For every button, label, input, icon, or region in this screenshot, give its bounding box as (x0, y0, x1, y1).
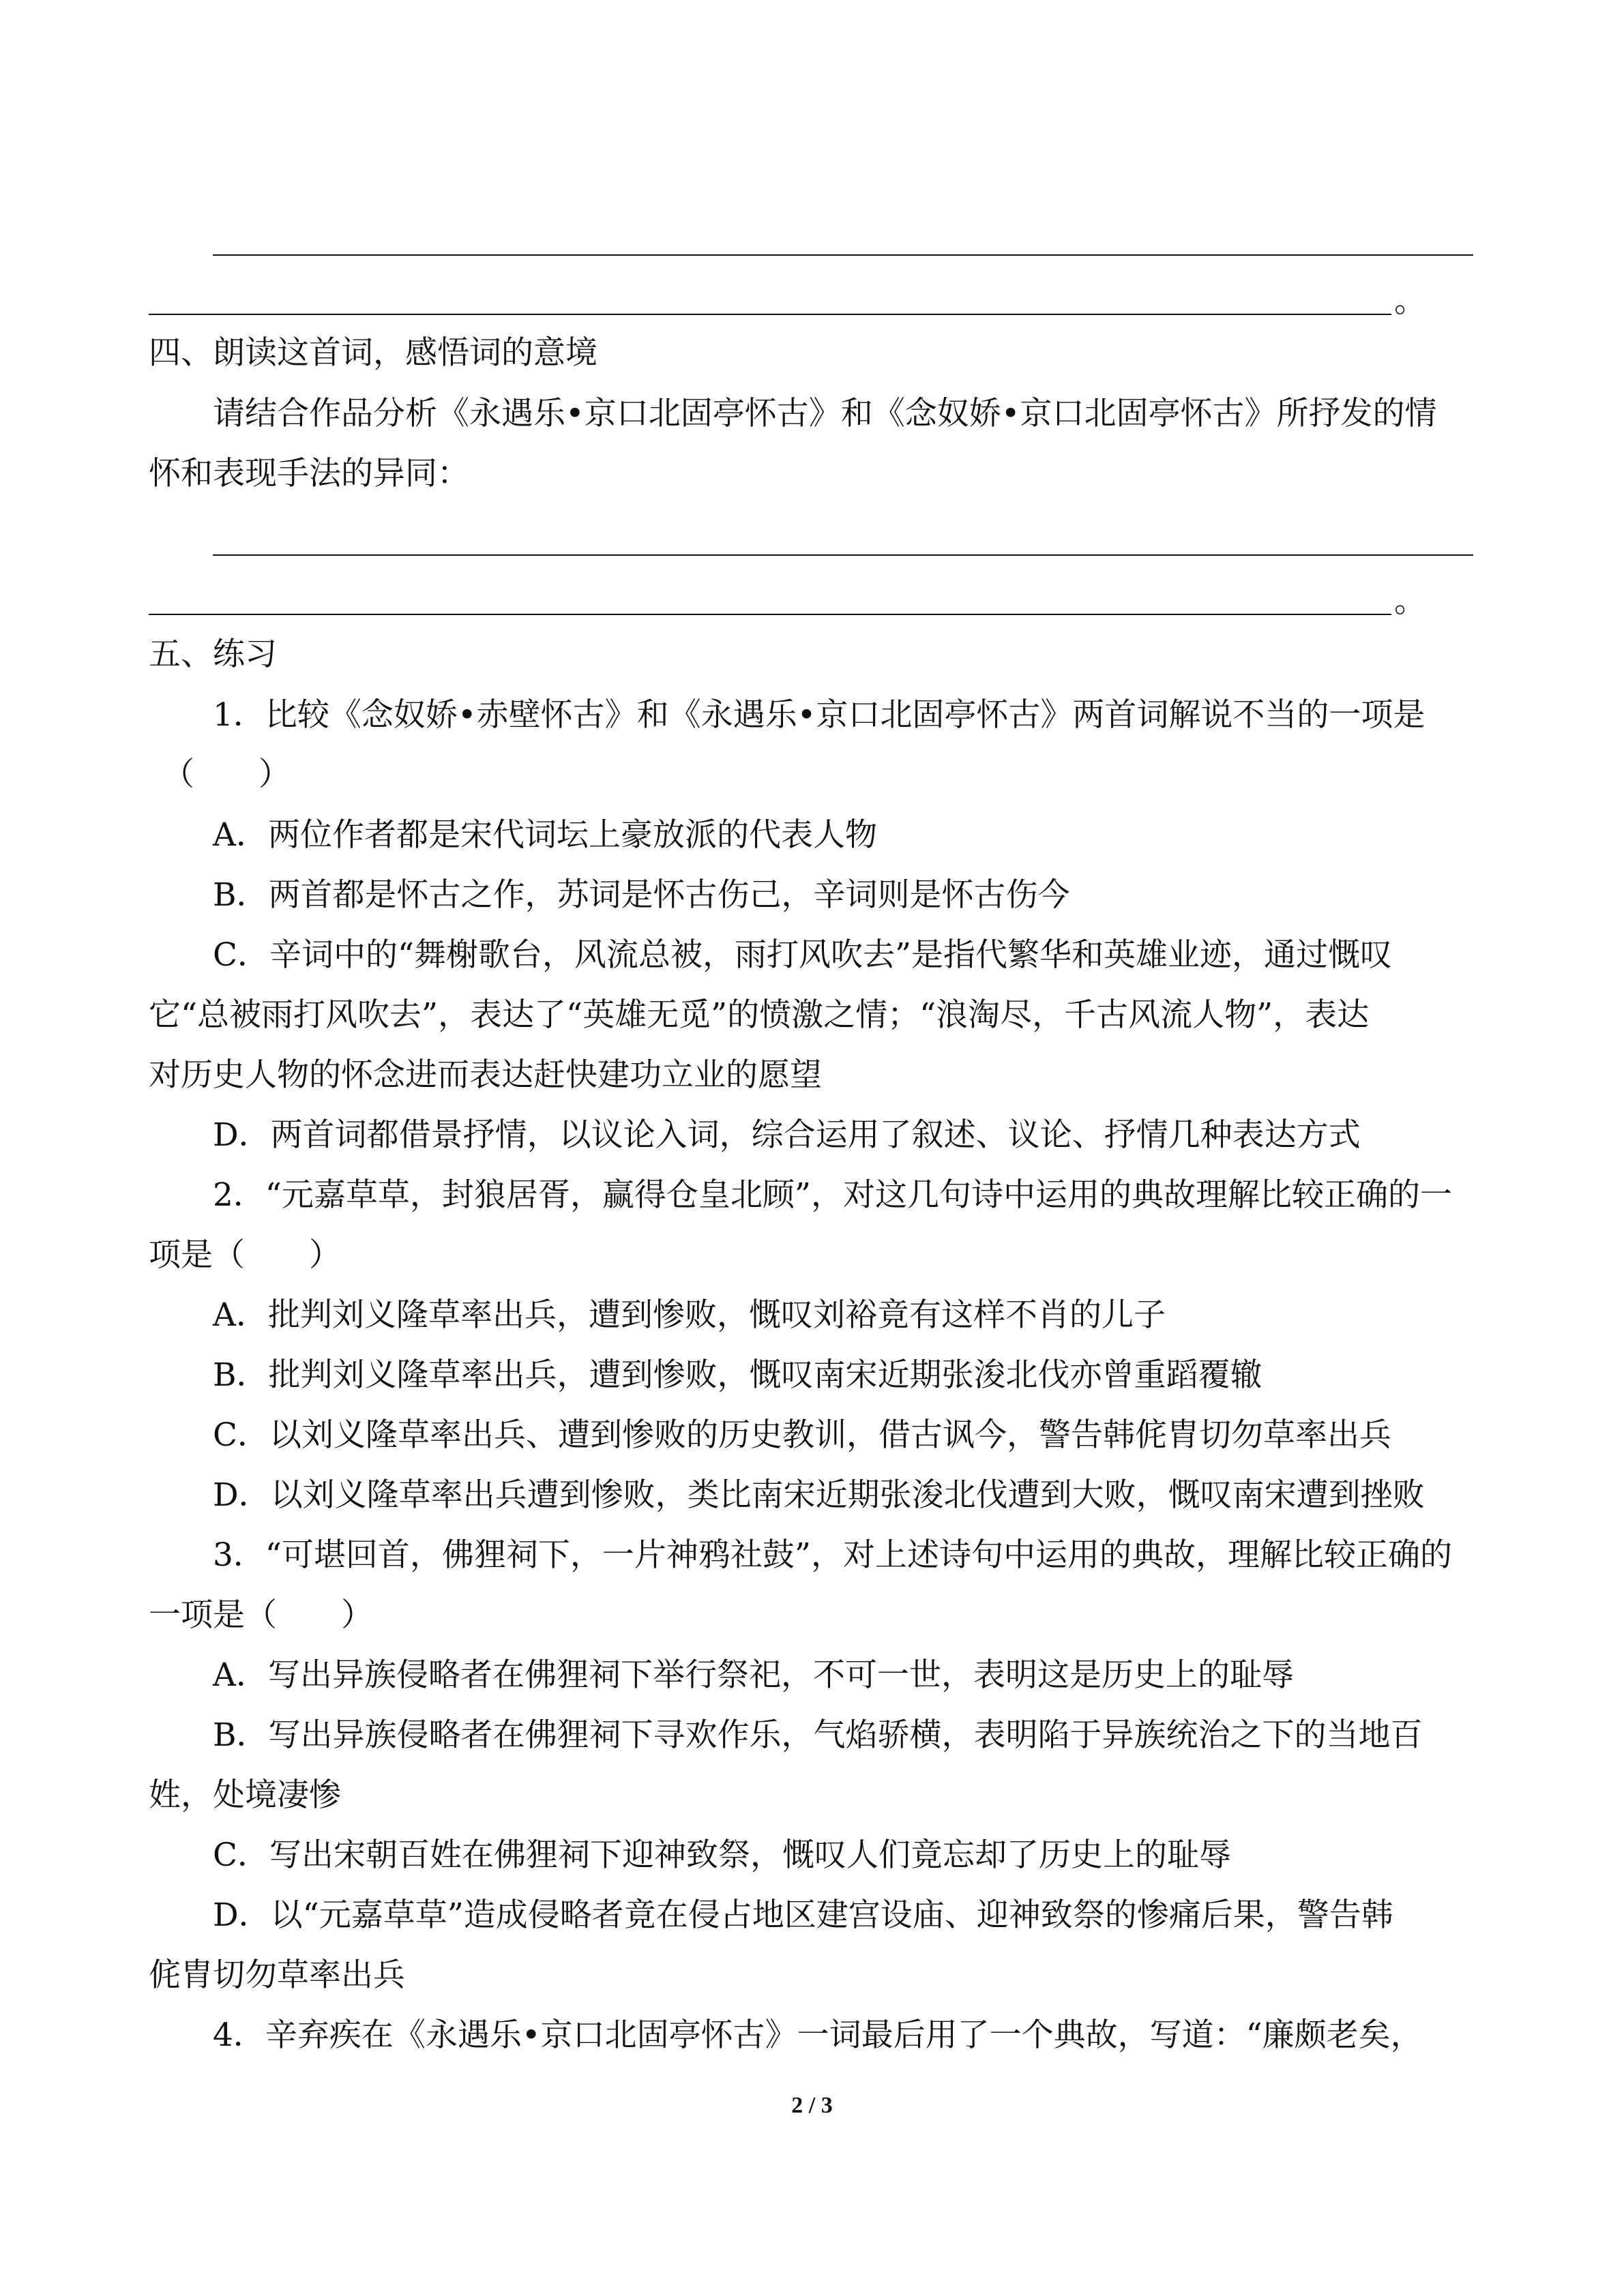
section-heading: 五、练习 (149, 636, 277, 673)
answer-blank-line[interactable] (149, 314, 1391, 315)
answer-blank-line[interactable] (213, 254, 1473, 256)
section-heading: 四、朗读这首词，感悟词的意境 (149, 334, 597, 372)
page-number: 2 / 3 (791, 2093, 833, 2118)
option-b: B．两首都是怀古之作，苏词是怀古伤己，辛词则是怀古伤今 (213, 876, 1070, 914)
option-c: 它“总被雨打风吹去”，表达了“英雄无觅”的愤激之情；“浪淘尽，千古风流人物”，表达 (149, 996, 1370, 1034)
option-d: D．两首词都借景抒情，以议论入词，综合运用了叙述、议论、抒情几种表达方式 (213, 1116, 1361, 1154)
question-stem: 一项是（ ） (149, 1596, 373, 1634)
option-a: A．批判刘义隆草率出兵，遭到惨败，慨叹刘裕竟有这样不肖的儿子 (213, 1296, 1166, 1334)
option-c: C．以刘义隆草率出兵、遭到惨败的历史教训，借古讽今，警告韩侂胄切勿草率出兵 (213, 1416, 1391, 1454)
blank-end-period: 。 (1394, 282, 1426, 320)
option-d: D．以刘义隆草率出兵遭到惨败，类比南宋近期张浚北伐遭到大败，慨叹南宋遭到挫败 (213, 1476, 1425, 1514)
question-stem: 2．“元嘉草草，封狼居胥，赢得仓皇北顾”，对这几句诗中运用的典故理解比较正确的一 (213, 1176, 1452, 1214)
question-stem: 4．辛弃疾在《永遇乐•京口北固亭怀古》一词最后用了一个典故，写道：“廉颇老矣， (213, 2016, 1423, 2054)
option-c: C．辛词中的“舞榭歌台，风流总被，雨打风吹去”是指代繁华和英雄业迹，通过慨叹 (213, 936, 1393, 974)
answer-blank-line[interactable] (149, 614, 1391, 615)
question-stem: 1．比较《念奴娇•赤壁怀古》和《永遇乐•京口北固亭怀古》两首词解说不当的一项是 (213, 696, 1426, 734)
option-b: B．写出异族侵略者在佛狸祠下寻欢作乐，气焰骄横，表明陷于异族统治之下的当地百 (213, 1716, 1423, 1754)
option-c: 对历史人物的怀念进而表达赶快建功立业的愿望 (149, 1056, 822, 1094)
option-a: A．两位作者都是宋代词坛上豪放派的代表人物 (213, 816, 877, 854)
answer-blank-line[interactable] (213, 554, 1473, 556)
option-d: 侂胄切勿草率出兵 (149, 1956, 405, 1994)
option-b: B．批判刘义隆草率出兵，遭到惨败，慨叹南宋近期张浚北伐亦曾重蹈覆辙 (213, 1356, 1263, 1394)
prompt-text: 怀和表现手法的异同： (149, 455, 469, 492)
question-stem: 项是（ ） (149, 1236, 341, 1274)
answer-bracket: （ ） (162, 756, 291, 793)
option-d: D．以“元嘉草草”造成侵略者竟在侵占地区建宫设庙、迎神致祭的惨痛后果，警告韩 (213, 1896, 1393, 1934)
prompt-text: 请结合作品分析《永遇乐•京口北固亭怀古》和《念奴娇•京口北固亭怀古》所抒发的情 (213, 395, 1437, 432)
blank-end-period: 。 (1394, 582, 1426, 620)
question-stem: 3．“可堪回首，佛狸祠下，一片神鸦社鼓”，对上述诗句中运用的典故，理解比较正确的 (213, 1536, 1452, 1574)
option-b: 姓，处境凄惨 (149, 1776, 341, 1814)
option-a: A．写出异族侵略者在佛狸祠下举行祭祀，不可一世，表明这是历史上的耻辱 (213, 1656, 1294, 1694)
option-c: C．写出宋朝百姓在佛狸祠下迎神致祭，慨叹人们竟忘却了历史上的耻辱 (213, 1836, 1231, 1874)
